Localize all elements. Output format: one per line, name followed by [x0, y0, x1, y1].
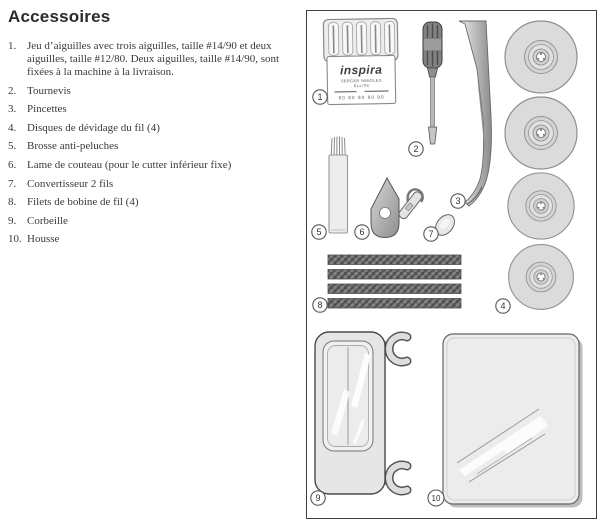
- knife-blade-illustration: [371, 178, 399, 238]
- callout-number: 4: [500, 301, 506, 312]
- screwdriver-illustration: [423, 22, 442, 144]
- list-item-text: Housse: [27, 233, 60, 246]
- list-item-text: Jeu d’aiguilles avec trois aiguilles, taille #14/90 et deux aiguilles, taille #12/80. Deux aiguilles, taille #14/90, sont fixées à la machine à la livraison.: [27, 40, 280, 78]
- thread-net: [328, 299, 461, 309]
- list-item-text: Convertisseur 2 fils: [27, 177, 114, 190]
- list-item-text: Filets de bobine de fil (4): [27, 196, 139, 209]
- list-item-number: 3.: [8, 103, 17, 116]
- list-item-number: 5.: [8, 140, 17, 153]
- callout-number: 8: [317, 300, 323, 311]
- thread-net: [328, 255, 461, 265]
- callout-number: 9: [315, 493, 321, 504]
- list-item: [8, 85, 302, 98]
- list-item-text: Tournevis: [27, 84, 71, 97]
- lint-brush-illustration: [329, 137, 348, 234]
- needle-pack-sizes: 80 80 90 90 90: [338, 94, 385, 101]
- spool-disc: [505, 21, 577, 93]
- callout-5: [312, 225, 326, 239]
- callout-number: 2: [413, 144, 419, 155]
- tweezers-illustration: [459, 21, 491, 206]
- callout-8: [313, 298, 327, 312]
- list-item-number: 2.: [8, 84, 17, 97]
- callout-3: [451, 194, 465, 208]
- callout-10: [428, 490, 444, 506]
- tray-clip-bottom: [389, 465, 407, 491]
- list-item: [8, 140, 302, 153]
- callout-number: 5: [316, 227, 322, 238]
- needle-pack-brand: inspira: [339, 62, 383, 78]
- thread-nets-illustration: [328, 255, 461, 308]
- callout-number: 1: [317, 92, 323, 103]
- callout-4: [496, 299, 510, 313]
- list-item: [8, 40, 302, 79]
- needle-slots: [328, 21, 395, 55]
- needle-pack-illustration: [323, 18, 398, 104]
- list-item-text: Disques de dévidage du fil (4): [27, 121, 160, 134]
- page-title: Accessoires: [8, 7, 111, 26]
- callout-number: 6: [359, 227, 365, 238]
- list-item-number: 8.: [8, 196, 17, 209]
- callout-7: [424, 227, 438, 241]
- accessories-illustration: [307, 11, 596, 518]
- spool-disc: [509, 245, 574, 310]
- cover-illustration: [443, 334, 583, 508]
- accessories-list: [8, 40, 302, 252]
- callout-number: 7: [428, 229, 434, 240]
- list-item: [8, 178, 302, 191]
- needle-pack-line1: SERGER NEEDLES: [340, 77, 382, 84]
- tray-clip-top: [389, 336, 407, 362]
- callout-9: [311, 491, 325, 505]
- list-item-text: Brosse anti-peluches: [27, 140, 119, 153]
- list-item: [8, 122, 302, 135]
- list-item-number: 4.: [8, 121, 17, 134]
- illustration-panel: [306, 10, 597, 519]
- list-item: [8, 159, 302, 172]
- spool-disc: [505, 97, 577, 169]
- list-item-number: 9.: [8, 214, 17, 227]
- thread-net: [328, 284, 461, 294]
- list-item: [8, 215, 302, 228]
- spool-discs-illustration: [505, 21, 577, 309]
- list-item-text: Lame de couteau (pour le cutter inférieur fixe): [27, 158, 232, 171]
- list-item-text: Corbeille: [27, 214, 68, 227]
- list-item-number: 10.: [8, 233, 22, 246]
- needle-pack-line2: ELx705: [353, 82, 370, 89]
- callout-6: [355, 225, 369, 239]
- list-item-number: 6.: [8, 158, 17, 171]
- spool-disc: [508, 173, 574, 239]
- waste-tray-illustration: [315, 332, 407, 494]
- list-item-number: 7.: [8, 177, 17, 190]
- list-item: [8, 103, 302, 116]
- list-item: [8, 196, 302, 209]
- callout-number: 10: [431, 494, 441, 503]
- list-item-text: Pincettes: [27, 103, 67, 116]
- callout-number: 3: [455, 196, 461, 207]
- list-item: [8, 233, 302, 246]
- list-item-number: 1.: [8, 40, 17, 52]
- thread-net: [328, 270, 461, 280]
- callout-2: [409, 142, 423, 156]
- callout-1: [313, 90, 327, 104]
